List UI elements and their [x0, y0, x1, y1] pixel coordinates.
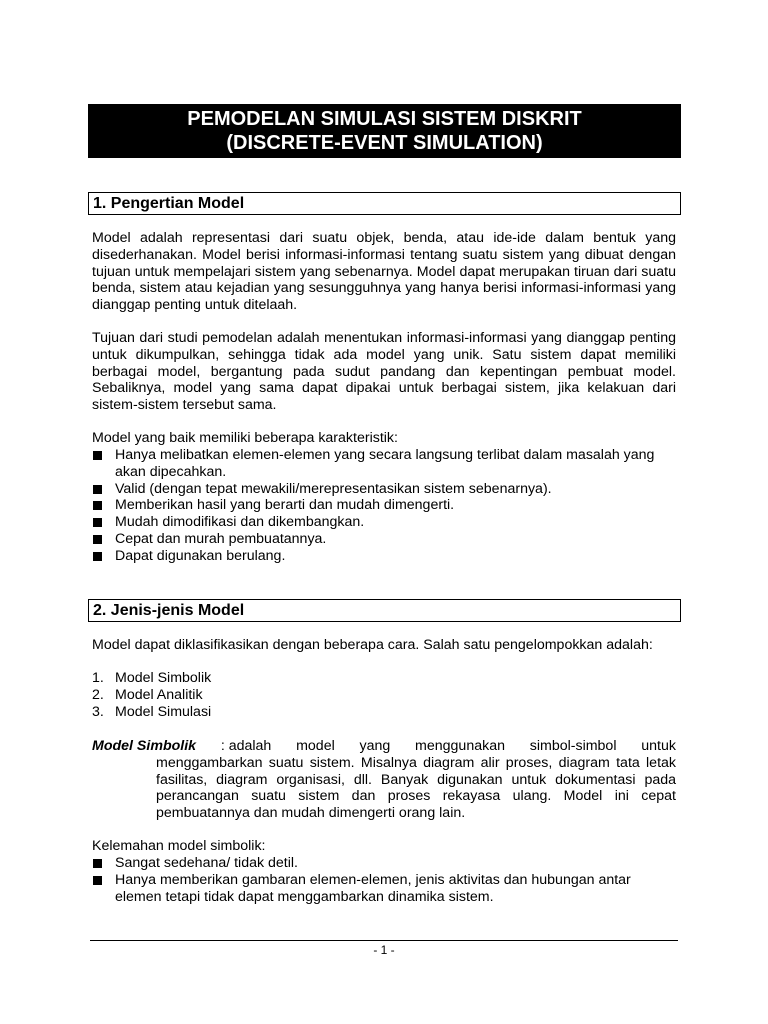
list-item: Hanya melibatkan elemen-elemen yang secara langsung terlibat dalam masalah yang akan dipecahkan. [92, 447, 676, 481]
square-bullet-icon [93, 518, 102, 527]
list-item: Valid (dengan tepat mewakili/merepresentasikan sistem sebenarnya). [92, 481, 676, 498]
square-bullet-icon [93, 501, 102, 510]
square-bullet-icon [93, 859, 102, 868]
page-number: - 1 - [373, 943, 395, 957]
list-item: Memberikan hasil yang berarti dan mudah dimengerti. [92, 497, 676, 514]
model-types-list [92, 670, 676, 720]
weaknesses-list [92, 855, 652, 905]
square-bullet-icon [93, 485, 102, 494]
section-1-paragraph-2: Tujuan dari studi pemodelan adalah menentukan informasi-informasi yang dianggap penting untuk dikumpulkan, sehingga tidak ada model yang unik. Satu sistem dapat memiliki berbagai model, bergantung pada sudut pandang dan kepentingan pembuat model. Sebaliknya, model yang sama dapat dipakai untuk berbagai sistem, jika kelakuan dari sistem-sistem tersebut sama. [92, 330, 676, 414]
document-title-banner [88, 104, 681, 158]
definition-first-line: Model Simbolik : adalah model yang menggunakan simbol-simbol untuk [92, 738, 676, 754]
square-bullet-icon [93, 535, 102, 544]
square-bullet-icon [93, 876, 102, 885]
list-item: Sangat sedehana/ tidak detil. [92, 855, 652, 872]
definition-term: Model Simbolik [92, 738, 197, 754]
title-line-2: (DISCRETE-EVENT SIMULATION) [226, 132, 543, 154]
characteristics-intro: Model yang baik memiliki beberapa karakteristik: [92, 430, 398, 446]
title-line-1: PEMODELAN SIMULASI SISTEM DISKRIT [187, 108, 582, 130]
square-bullet-icon [93, 451, 102, 460]
section-1-paragraph-1: Model adalah representasi dari suatu objek, benda, atau ide-ide dalam bentuk yang disederhanakan. Model berisi informasi-informasi tentang suatu sistem yang dibuat dengan tujuan untuk mempelajari sistem yang sebenarnya. Model dapat merupakan tiruan dari suatu benda, sistem atau kejadian yang sesungguhnya yang hanya berisi informasi-informasi yang dianggap penting untuk ditelaah. [92, 230, 676, 314]
characteristics-list [92, 447, 676, 565]
list-item: Mudah dimodifikasi dan dikembangkan. [92, 514, 676, 531]
list-item: 1. Model Simbolik [92, 670, 212, 686]
symbolic-model-definition [92, 738, 676, 822]
list-item: 3. Model Simulasi [92, 703, 212, 720]
section-2-heading: 2. Jenis-jenis Model [88, 599, 681, 622]
section-2-intro: Model dapat diklasifikasikan dengan beberapa cara. Salah satu pengelompokkan adalah: [92, 637, 653, 653]
list-item: 2. Model Analitik [92, 686, 203, 703]
list-item: Hanya memberikan gambaran elemen-elemen, jenis aktivitas dan hubungan antar elemen tetapi tidak dapat menggambarkan dinamika sistem. [92, 872, 652, 906]
list-item: Dapat digunakan berulang. [92, 548, 676, 565]
footer-divider [90, 940, 678, 941]
list-item: Cepat dan murah pembuatannya. [92, 531, 676, 548]
definition-body: menggambarkan suatu sistem. Misalnya diagram alir proses, diagram tata letak fasilitas, diagram organisasi, dll. Banyak digunakan untuk dokumentasi pada perancangan suatu sistem dan proses rekayasa ulang. Model ini cepat pembuatannya dan mudah dimengerti orang lain. [156, 754, 676, 822]
weaknesses-intro: Kelemahan model simbolik: [92, 838, 266, 854]
section-1-heading: 1. Pengertian Model [88, 192, 681, 215]
square-bullet-icon [93, 552, 102, 561]
